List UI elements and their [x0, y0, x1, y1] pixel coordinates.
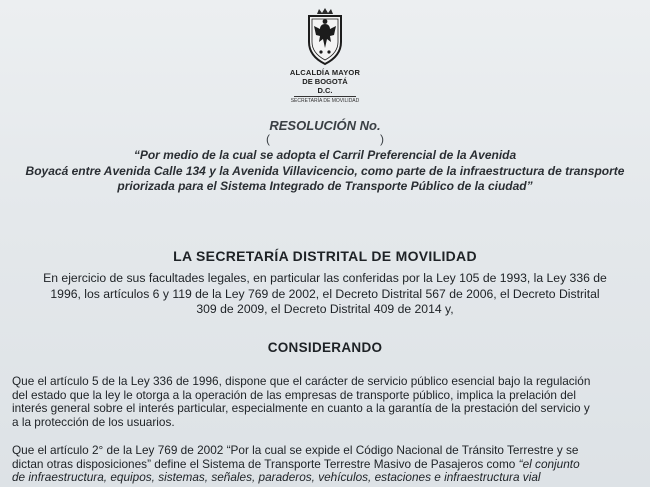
- preamble-line: 309 de 2009, el Decreto Distrital 409 de 2014 y,: [196, 302, 454, 316]
- paragraph-line: Que el artículo 5 de la Ley 336 de 1996, dispone que el carácter de servicio público esencial bajo la regulación: [12, 374, 591, 388]
- italic-quote: “el conjunto: [515, 456, 580, 471]
- paragraph-article-5: [12, 375, 646, 429]
- paragraph-line: [12, 458, 646, 472]
- preamble: [14, 271, 636, 318]
- summary-line: priorizada para el Sistema Integrado de Transporte Público de la ciudad”: [117, 179, 533, 193]
- paragraph-line: de infraestructura, equipos, sistemas, señales, paraderos, vehículos, estaciones e infraestructura vial: [12, 470, 541, 484]
- paragraph-line: del estado que la ley le otorga a la operación de las empresas de transporte público, implica la prelación del: [12, 387, 576, 402]
- preamble-line: En ejercicio de sus facultades legales, en particular las conferidas por la Ley 105 de 1993, la Ley 336 de: [43, 271, 607, 285]
- bogota-seal: [286, 8, 364, 104]
- paragraph-line: interés general sobre el interés particular, especialmente en cuanto a la garantía de la prestación del servicio y: [12, 401, 590, 415]
- coat-of-arms-icon: [305, 8, 345, 66]
- preamble-line: 1996, los artículos 6 y 119 de la Ley 769 de 2002, el Decreto Distrital 567 de 2006, el Decreto Distrital: [50, 286, 600, 301]
- seal-title-line2: DE BOGOTÁ D.C.: [294, 77, 356, 97]
- summary-line: “Por medio de la cual se adopta el Carril Preferencial de la Avenida: [133, 148, 517, 162]
- considerando-heading: CONSIDERANDO: [267, 340, 383, 355]
- paragraph-article-2: [12, 444, 646, 485]
- paragraph-line: a la protección de los usuarios.: [12, 414, 175, 429]
- paragraph-line-text: dictan otras disposiciones” define el Sistema de Transporte Terrestre Masivo de Pasajeros como: [12, 456, 516, 471]
- seal-subtitle: SECRETARÍA DE MOVILIDAD: [290, 98, 360, 104]
- resolution-number-blank: ( ): [265, 132, 384, 146]
- summary-line: Boyacá entre Avenida Calle 134 y la Avenida Villavicencio, como parte de la infraestructura de transporte: [25, 163, 625, 178]
- paragraph-line: Que el artículo 2° de la Ley 769 de 2002 “Por la cual se expide el Código Nacional de Tránsito Terrestre y se: [12, 443, 579, 457]
- resolution-summary: [8, 148, 642, 195]
- resolution-title: RESOLUCIÓN No.: [269, 118, 381, 133]
- seal-title-line1: ALCALDÍA MAYOR: [289, 68, 361, 77]
- issuing-authority-heading: LA SECRETARÍA DISTRITAL DE MOVILIDAD: [173, 248, 477, 264]
